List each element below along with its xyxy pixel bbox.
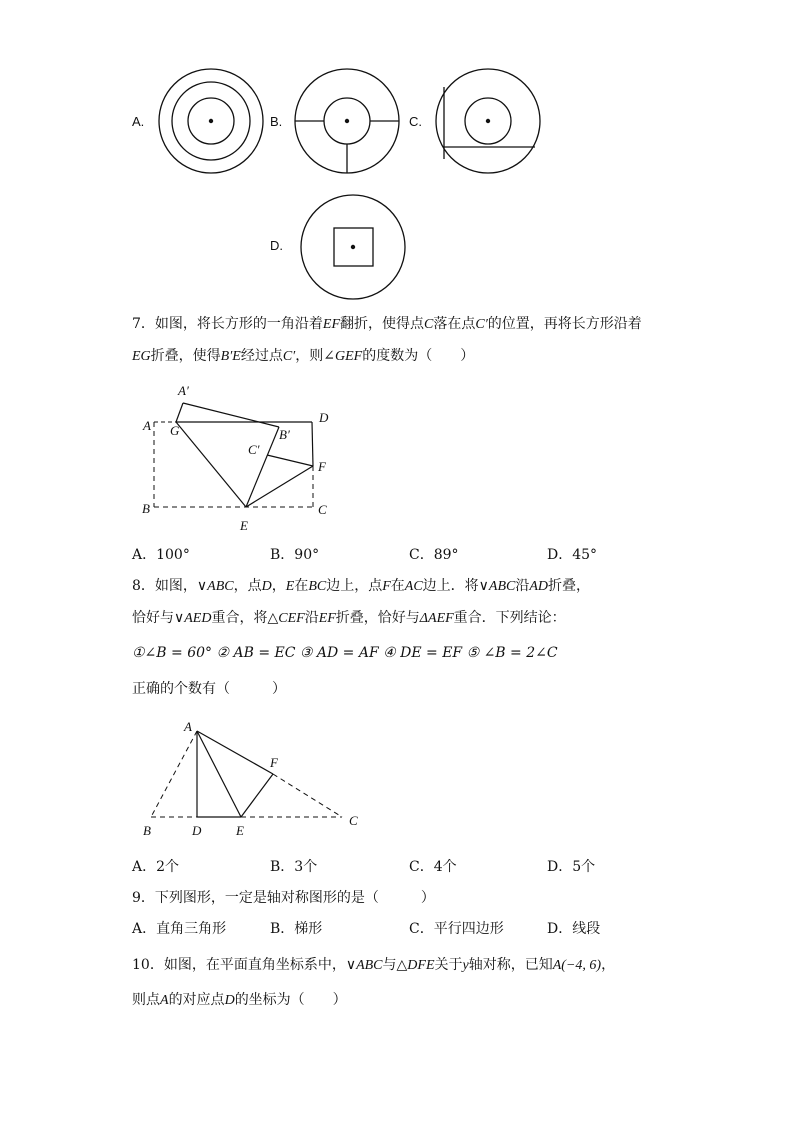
center-dot (351, 245, 355, 249)
label-a: A (184, 719, 192, 734)
center-dot (486, 119, 490, 123)
edge-gap (176, 403, 183, 422)
q6-option-c-figure (432, 65, 544, 177)
q8-stem-line2: 恰好与∨AED重合，将△CEF沿EF折叠，恰好与ΔAEF重合．下列结论： (132, 610, 566, 626)
q8-choice-c: C．4个 (409, 859, 457, 875)
q8-choice-a: A．2个 (132, 859, 180, 875)
center-dot (209, 119, 213, 123)
label-e: E (240, 518, 248, 533)
label-f: F (270, 755, 278, 770)
label-a-prime: A′ (178, 383, 189, 398)
label-a: A (143, 418, 151, 433)
label-c: C (318, 502, 327, 517)
q9-choice-a: A．直角三角形 (132, 921, 227, 937)
q8-triangle-figure (138, 716, 368, 842)
label-b: B (142, 501, 150, 516)
q7-choice-b: B．90° (270, 547, 320, 563)
label-b-prime: B′ (279, 427, 290, 442)
segment-ef (241, 774, 273, 817)
edge-ef (246, 466, 313, 507)
edge-df (312, 422, 313, 466)
q7-folding-figure (138, 378, 338, 536)
q8-conclusions: ①∠B = 60° ② AB = EC ③ AD = AF ④ DE = EF ⑤ ∠B = 2∠C (132, 645, 558, 661)
q6-option-b-letter: B. (270, 114, 283, 129)
q7-stem-line1: 7．如图，将长方形的一角沿着EF翻折，使得点C落在点C′的位置，再将长方形沿着 (132, 316, 642, 332)
q7-choice-c: C．89° (409, 547, 459, 563)
label-g: G (170, 423, 180, 438)
q6-option-a-figure (155, 65, 267, 177)
edge-cpf (267, 455, 313, 466)
label-e: E (236, 823, 244, 838)
label-f: F (318, 459, 326, 474)
q10-stem-line2: 则点A的对应点D的坐标为（ ） (132, 992, 347, 1008)
q9-stem: 9．下列图形，一定是轴对称图形的是（ ） (132, 890, 435, 906)
q8-choice-b: B．3个 (270, 859, 318, 875)
dashed-ab (151, 731, 197, 817)
q6-option-b-figure (292, 65, 404, 177)
q10-stem-line1: 10．如图，在平面直角坐标系中，∨ABC与△DFE关于y轴对称，已知A(−4, 6)， (132, 957, 616, 973)
label-d: D (192, 823, 202, 838)
center-dot (345, 119, 349, 123)
q9-choice-b: B．梯形 (270, 921, 323, 937)
q7-stem-line2: EG折叠，使得B′E经过点C′，则∠GEF的度数为（ ） (132, 348, 475, 364)
q6-option-d-figure (297, 192, 409, 304)
edge-apbp (183, 403, 279, 427)
edge-bpe (246, 427, 279, 507)
q9-choice-c: C．平行四边形 (409, 921, 504, 937)
q7-choice-a: A．100° (132, 547, 190, 563)
q9-choice-d: D．线段 (547, 921, 601, 937)
label-d: D (319, 410, 329, 425)
q7-choice-d: D．45° (547, 547, 598, 563)
q6-option-d-letter: D. (270, 238, 283, 253)
edge-ge (176, 422, 246, 507)
label-c-prime: C′ (248, 442, 260, 457)
q8-stem-line1: 8．如图，∨ABC，点D，E在BC边上，点F在AC边上．将∨ABC沿AD折叠， (132, 578, 591, 594)
q8-question: 正确的个数有（ ） (132, 681, 286, 697)
q6-option-c-letter: C. (409, 114, 422, 129)
dashed-fc (273, 774, 342, 817)
label-b: B (143, 823, 151, 838)
label-c: C (349, 813, 358, 828)
q6-option-a-letter: A. (132, 114, 145, 129)
q8-choice-d: D．5个 (547, 859, 596, 875)
